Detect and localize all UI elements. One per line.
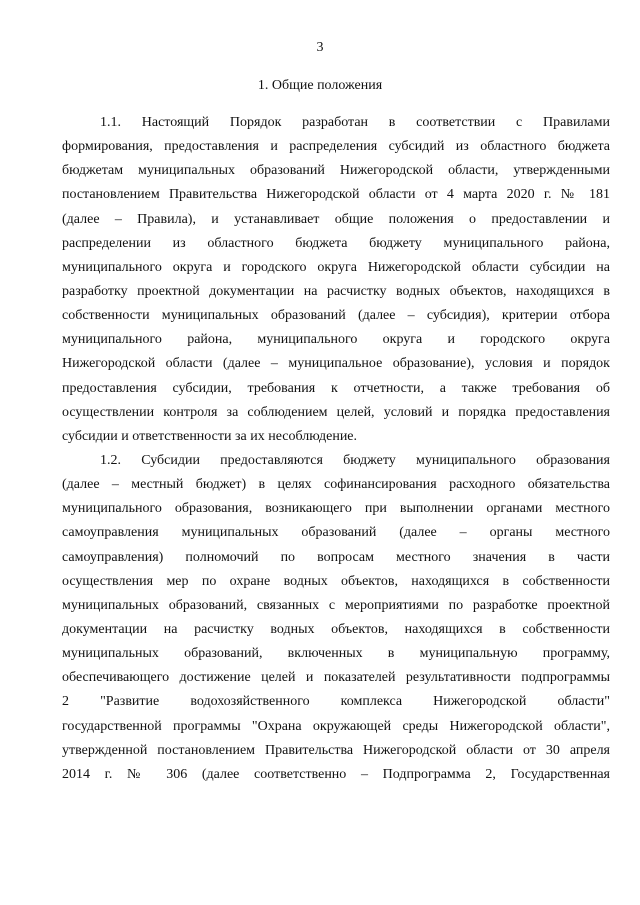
paragraph-1-line: муниципального района, муниципального округа и городского округа [62, 332, 610, 348]
paragraph-1-line: постановлением Правительства Нижегородской области от 4 марта 2020 г. № 181 [62, 187, 610, 203]
paragraph-2-line: документации на расчистку водных объектов, находящихся в собственности [62, 621, 610, 637]
paragraph-2-line: муниципальных образований, включенных в муниципальную программу, [62, 646, 610, 662]
paragraph-1-line: муниципального округа и городского округа Нижегородской области субсидии на [62, 259, 610, 275]
paragraph-1-line: предоставления субсидии, требования к отчетности, а также требования об [62, 380, 610, 396]
paragraph-2-line: самоуправления муниципальных образований (далее – органы местного [62, 525, 610, 541]
page-number: 3 [316, 40, 324, 55]
paragraph-2-line: обеспечивающего достижение целей и показателей результативности подпрограммы [62, 670, 610, 686]
paragraph-1-line: собственности муниципальных образований (далее – субсидия), критерии отбора [62, 308, 610, 324]
section-title: 1. Общие положения [257, 78, 383, 93]
paragraph-1-line: 1.1. Настоящий Порядок разработан в соответствии с Правилами [100, 115, 610, 130]
document-body [62, 114, 610, 790]
paragraph-2-line: муниципальных образований, связанных с мероприятиями по разработке проектной [62, 597, 610, 613]
paragraph-2-line: (далее – местный бюджет) в целях софинансирования расходного обязательства [62, 477, 610, 493]
paragraph-2-line: 2014 г. № 306 (далее соответственно – Подпрограмма 2, Государственная [62, 766, 610, 782]
paragraph-2-line: утвержденной постановлением Правительства Нижегородской области от 30 апреля [62, 742, 610, 758]
paragraph-1-line: осуществлении контроля за соблюдением целей, условий и порядка предоставления [62, 404, 610, 420]
paragraph-1-line: распределении из областного бюджета бюджету муниципального района, [62, 235, 610, 251]
paragraph-2-line: государственной программы "Охрана окружающей среды Нижегородской области", [62, 718, 610, 734]
paragraph-1-line: разработку проектной документации на расчистку водных объектов, находящихся в [62, 283, 610, 299]
paragraph-2-line: муниципального образования, возникающего при выполнении органами местного [62, 501, 610, 517]
paragraph-1-line: формирования, предоставления и распределения субсидий из областного бюджета [62, 139, 610, 155]
paragraph-1-line: Нижегородской области (далее – муниципальное образование), условия и порядок [62, 356, 610, 372]
paragraph-1-line: бюджетам муниципальных образований Нижегородской области, утвержденными [62, 163, 610, 179]
paragraph-1-line: субсидии и ответственности за их несоблюдение. [62, 428, 358, 444]
paragraph-2-line: 2 "Развитие водохозяйственного комплекса Нижегородской области" [62, 694, 610, 710]
paragraph-2-line: осуществления мер по охране водных объектов, находящихся в собственности [62, 573, 610, 589]
paragraph-1-line: (далее – Правила), и устанавливает общие положения о предоставлении и [62, 211, 610, 227]
paragraph-2-line: самоуправления) полномочий по вопросам местного значения в части [62, 549, 610, 565]
paragraph-2-line: 1.2. Субсидии предоставляются бюджету муниципального образования [100, 452, 610, 468]
